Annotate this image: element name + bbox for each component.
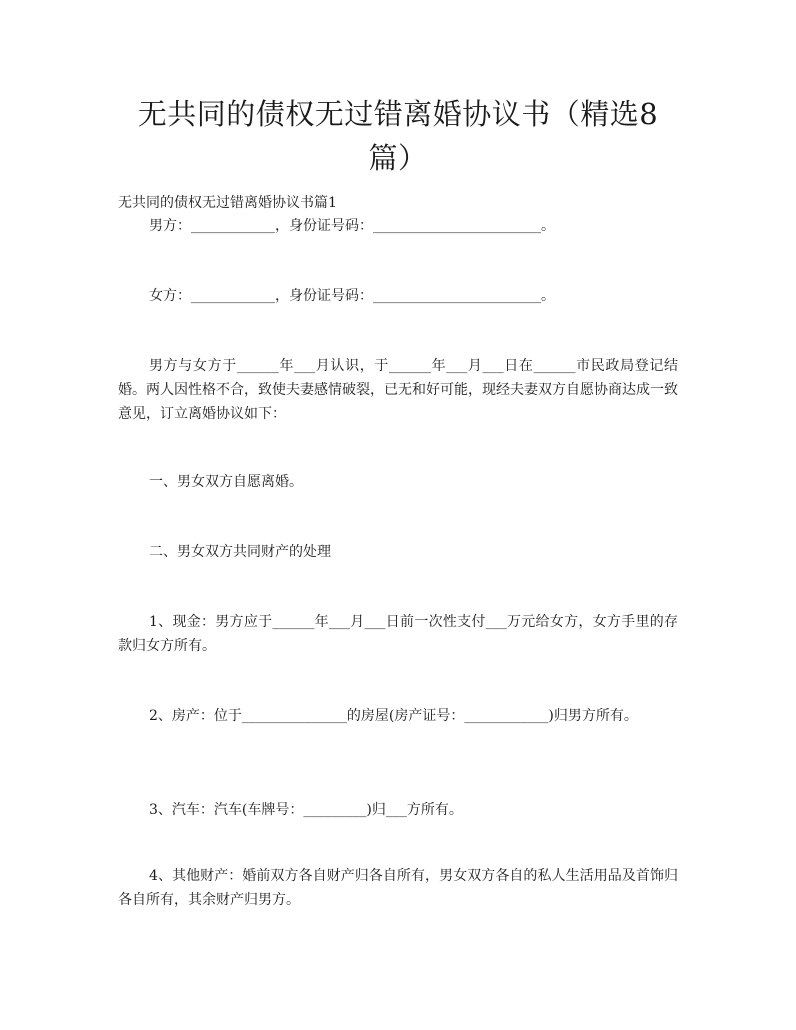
paragraph-car: 3、汽车：汽车(车牌号：_________)归___方所有。	[149, 802, 463, 818]
paragraph-female-party: 女方：____________，身份证号码：________________________。	[149, 288, 555, 304]
paragraph-other-property: 4、其他财产：婚前双方各自财产归各自所有，男女双方各自的私人生活用品及首饰归各自所有，其余财产归男方。	[118, 868, 678, 908]
paragraph-clause-2: 二、男女双方共同财产的处理	[149, 544, 331, 560]
paragraph-male-party: 男方：____________，身份证号码：________________________。	[149, 218, 555, 234]
paragraph-clause-1: 一、男女双方自愿离婚。	[149, 474, 303, 490]
paragraph-property: 2、房产：位于_______________的房屋(房产证号：____________)归男方所有。	[149, 708, 638, 724]
paragraph-cash: 1、现金：男方应于______年___月___日前一次性支付___万元给女方，女方手里的存款归女方所有。	[118, 614, 678, 654]
paragraph-marriage-info: 男方与女方于______年___月认识，于______年___月___日在______市民政局登记结婚。两人因性格不合，致使夫妻感情破裂，已无和好可能，现经夫妻双方自愿协商达成一致意见，订立离婚协议如下：	[118, 358, 678, 422]
document-title: 无共同的债权无过错离婚协议书（精选8篇）	[137, 97, 659, 175]
section-heading: 无共同的债权无过错离婚协议书篇1	[118, 195, 337, 211]
